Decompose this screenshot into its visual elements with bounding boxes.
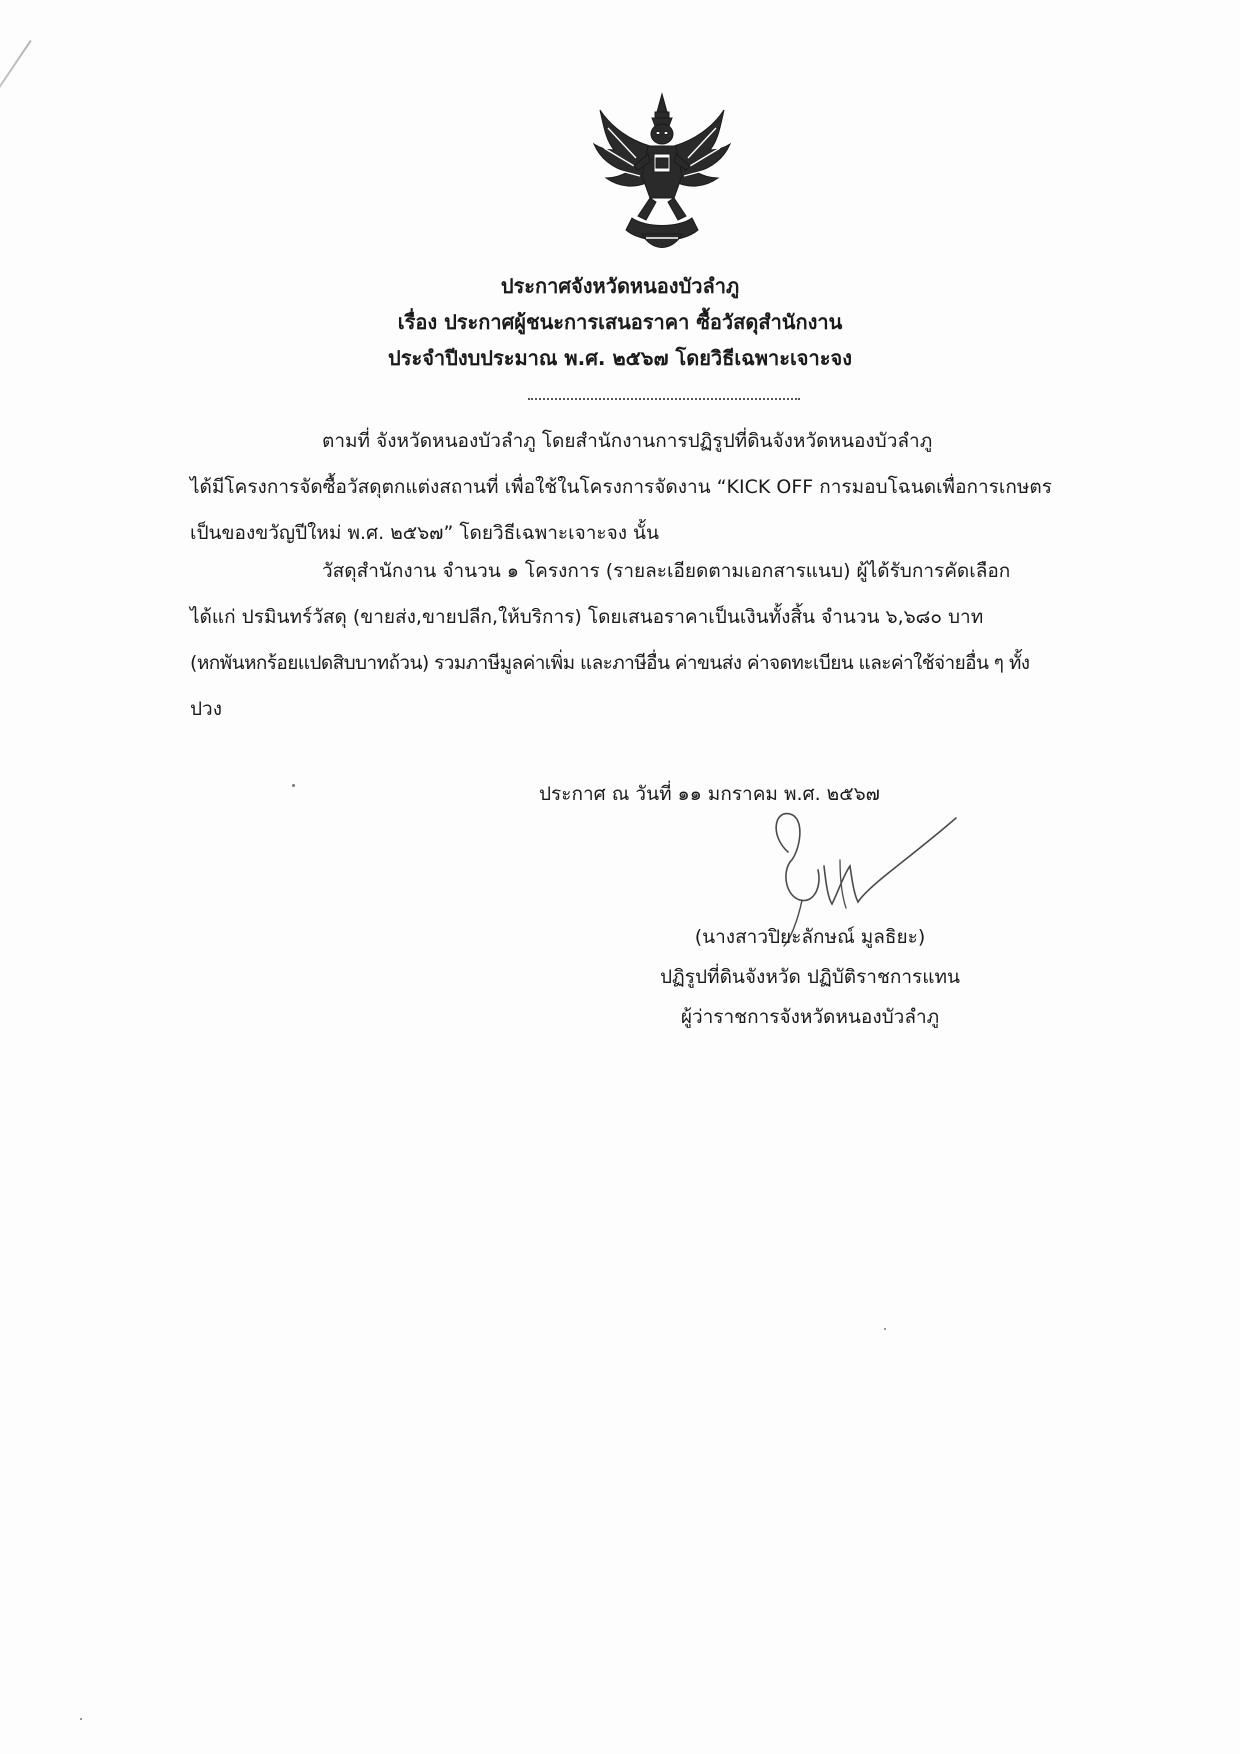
signer-name: (นางสาวปิยะลักษณ์ มูลธิยะ): [694, 926, 926, 948]
paragraph2-line4: ปวง: [190, 698, 223, 720]
heading-fiscal-year: ประจำปีงบประมาณ พ.ศ. ๒๕๖๗ โดยวิธีเฉพาะเจาะจง: [388, 346, 852, 370]
announcement-date: ประกาศ ณ วันที่ ๑๑ มกราคม พ.ศ. ๒๕๖๗: [539, 783, 880, 805]
scan-speck: [292, 784, 295, 787]
signer-acting-for: ผู้ว่าราชการจังหวัดหนองบัวลำภู: [680, 1006, 940, 1028]
scan-artifact-line: [0, 40, 32, 215]
dotted-divider: [528, 398, 800, 400]
scan-speck: [884, 1328, 886, 1330]
paragraph-background: [190, 418, 1150, 556]
signer-position: ปฏิรูปที่ดินจังหวัด ปฏิบัติราชการแทน: [659, 966, 961, 988]
paragraph1-line1: ตามที่ จังหวัดหนองบัวลำภู โดยสำนักงานการปฏิรูปที่ดินจังหวัดหนองบัวลำภู: [322, 430, 933, 452]
paragraph2-line3: (หกพันหกร้อยแปดสิบบาทถ้วน) รวมภาษีมูลค่าเพิ่ม และภาษีอื่น ค่าขนส่ง ค่าจดทะเบียน และค่าใช้จ่ายอื่น ๆ ทั้ง: [190, 652, 1030, 674]
scan-speck: [80, 1718, 82, 1720]
heading-title: ประกาศจังหวัดหนองบัวลำภู: [500, 274, 740, 298]
paragraph-award: [190, 548, 1150, 732]
paragraph1-line3: เป็นของขวัญปีใหม่ พ.ศ. ๒๕๖๗” โดยวิธีเฉพาะเจาะจง นั้น: [190, 522, 660, 544]
announcement-heading: [0, 268, 1240, 376]
paragraph2-line1: วัสดุสำนักงาน จำนวน ๑ โครงการ (รายละเอียดตามเอกสารแนบ) ผู้ได้รับการคัดเลือก: [322, 560, 1011, 582]
garuda-emblem-icon: [586, 88, 738, 256]
heading-subject: เรื่อง ประกาศผู้ชนะการเสนอราคา ซื้อวัสดุสำนักงาน: [397, 310, 843, 334]
paragraph1-line2: ได้มีโครงการจัดซื้อวัสดุตกแต่งสถานที่ เพื่อใช้ในโครงการจัดงาน “KICK OFF การมอบโฉนดเพื่อการเกษตร: [190, 476, 1052, 498]
paragraph2-line2: ได้แก่ ปรมินทร์วัสดุ (ขายส่ง,ขายปลีก,ให้บริการ) โดยเสนอราคาเป็นเงินทั้งสิ้น จำนวน ๖,๖๘๐ บาท: [190, 606, 984, 628]
signer-block: [620, 917, 1000, 1037]
